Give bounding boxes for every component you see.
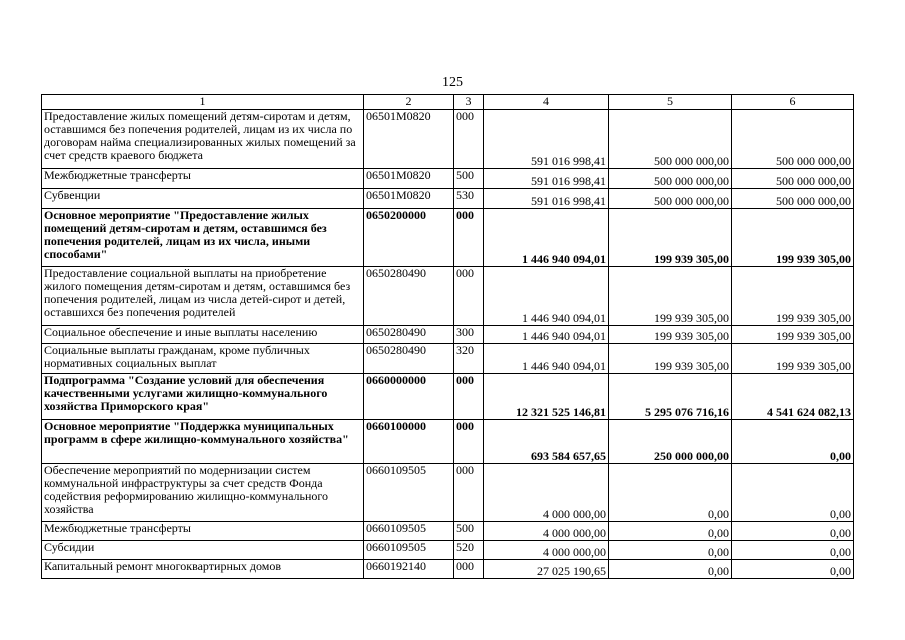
row-value-6: 199 939 305,00 xyxy=(732,209,854,267)
row-value-6: 500 000 000,00 xyxy=(732,169,854,189)
row-type: 000 xyxy=(454,464,484,522)
header-cell-4: 4 xyxy=(484,95,609,110)
table-row xyxy=(42,560,854,579)
row-code: 0660109505 xyxy=(364,464,454,522)
row-name: Основное мероприятие "Поддержка муниципальных программ в сфере жилищно-коммунального хозяйства" xyxy=(42,420,364,464)
row-value-6: 0,00 xyxy=(732,420,854,464)
row-value-6: 500 000 000,00 xyxy=(732,110,854,169)
row-value-5: 250 000 000,00 xyxy=(609,420,732,464)
row-type: 520 xyxy=(454,541,484,560)
row-name: Субсидии xyxy=(42,541,364,560)
row-code: 0660000000 xyxy=(364,374,454,420)
row-code: 0660100000 xyxy=(364,420,454,464)
row-code: 0660109505 xyxy=(364,541,454,560)
header-row xyxy=(42,95,854,110)
row-code: 0650280490 xyxy=(364,344,454,374)
table-row xyxy=(42,344,854,374)
row-value-5: 199 939 305,00 xyxy=(609,267,732,326)
row-value-4: 1 446 940 094,01 xyxy=(484,267,609,326)
table-row xyxy=(42,541,854,560)
row-code: 0650200000 xyxy=(364,209,454,267)
row-value-5: 500 000 000,00 xyxy=(609,189,732,209)
row-type: 000 xyxy=(454,110,484,169)
row-value-6: 500 000 000,00 xyxy=(732,189,854,209)
table-row xyxy=(42,189,854,209)
row-name: Предоставление социальной выплаты на приобретение жилого помещения детям-сиротам и детям, оставшимся без попечения родителей, лицам из числа детей-сирот и детей, оставшихся без попечения родителей xyxy=(42,267,364,326)
row-value-4: 4 000 000,00 xyxy=(484,541,609,560)
row-value-5: 0,00 xyxy=(609,560,732,579)
row-type: 000 xyxy=(454,374,484,420)
header-cell-5: 5 xyxy=(609,95,732,110)
row-type: 000 xyxy=(454,560,484,579)
row-name: Социальное обеспечение и иные выплаты населению xyxy=(42,326,364,344)
header-cell-6: 6 xyxy=(732,95,854,110)
row-value-6: 0,00 xyxy=(732,560,854,579)
row-type: 000 xyxy=(454,267,484,326)
row-name: Капитальный ремонт многоквартирных домов xyxy=(42,560,364,579)
row-name: Межбюджетные трансферты xyxy=(42,522,364,541)
table-row xyxy=(42,110,854,169)
row-value-5: 199 939 305,00 xyxy=(609,209,732,267)
header-cell-2: 2 xyxy=(364,95,454,110)
row-value-5: 0,00 xyxy=(609,541,732,560)
row-name: Обеспечение мероприятий по модернизации систем коммунальной инфраструктуры за счет средств Фонда содействия реформированию жилищно-коммунального хозяйства xyxy=(42,464,364,522)
row-code: 0650280490 xyxy=(364,267,454,326)
page-number: 125 xyxy=(442,75,463,90)
table-row xyxy=(42,169,854,189)
row-value-5: 199 939 305,00 xyxy=(609,326,732,344)
row-value-4: 4 000 000,00 xyxy=(484,464,609,522)
row-value-6: 199 939 305,00 xyxy=(732,326,854,344)
row-type: 500 xyxy=(454,169,484,189)
table-row xyxy=(42,522,854,541)
row-value-6: 0,00 xyxy=(732,522,854,541)
row-value-6: 0,00 xyxy=(732,464,854,522)
row-value-5: 500 000 000,00 xyxy=(609,110,732,169)
row-name: Социальные выплаты гражданам, кроме публичных нормативных социальных выплат xyxy=(42,344,364,374)
row-value-4: 1 446 940 094,01 xyxy=(484,344,609,374)
row-value-4: 591 016 998,41 xyxy=(484,189,609,209)
row-type: 320 xyxy=(454,344,484,374)
row-code: 06501M0820 xyxy=(364,110,454,169)
header-cell-3: 3 xyxy=(454,95,484,110)
row-code: 0650280490 xyxy=(364,326,454,344)
row-value-4: 693 584 657,65 xyxy=(484,420,609,464)
row-type: 000 xyxy=(454,420,484,464)
row-type: 000 xyxy=(454,209,484,267)
row-value-5: 5 295 076 716,16 xyxy=(609,374,732,420)
table-row xyxy=(42,464,854,522)
row-code: 0660192140 xyxy=(364,560,454,579)
row-code: 06501M0820 xyxy=(364,189,454,209)
table-row xyxy=(42,326,854,344)
row-value-6: 0,00 xyxy=(732,541,854,560)
row-value-6: 199 939 305,00 xyxy=(732,267,854,326)
row-name: Подпрограмма "Создание условий для обеспечения качественными услугами жилищно-коммунального хозяйства Приморского края" xyxy=(42,374,364,420)
row-value-4: 591 016 998,41 xyxy=(484,110,609,169)
row-value-5: 0,00 xyxy=(609,464,732,522)
row-name: Межбюджетные трансферты xyxy=(42,169,364,189)
header-cell-1: 1 xyxy=(42,95,364,110)
table-row xyxy=(42,374,854,420)
budget-table xyxy=(41,94,854,579)
row-value-5: 500 000 000,00 xyxy=(609,169,732,189)
row-value-4: 1 446 940 094,01 xyxy=(484,209,609,267)
row-value-6: 4 541 624 082,13 xyxy=(732,374,854,420)
row-code: 0660109505 xyxy=(364,522,454,541)
row-name: Основное мероприятие "Предоставление жилых помещений детям-сиротам и детям, оставшимся без попечения родителей, лицам из их числа, иными способами" xyxy=(42,209,364,267)
table-row xyxy=(42,267,854,326)
row-value-6: 199 939 305,00 xyxy=(732,344,854,374)
row-value-5: 199 939 305,00 xyxy=(609,344,732,374)
row-name: Предоставление жилых помещений детям-сиротам и детям, оставшимся без попечения родителей, лицам из их числа по договорам найма специализированных жилых помещений за счет средств краевого бюджета xyxy=(42,110,364,169)
row-value-4: 1 446 940 094,01 xyxy=(484,326,609,344)
row-value-4: 4 000 000,00 xyxy=(484,522,609,541)
row-name: Субвенции xyxy=(42,189,364,209)
table-row xyxy=(42,209,854,267)
row-value-4: 12 321 525 146,81 xyxy=(484,374,609,420)
row-type: 300 xyxy=(454,326,484,344)
row-type: 500 xyxy=(454,522,484,541)
row-type: 530 xyxy=(454,189,484,209)
table-row xyxy=(42,420,854,464)
row-value-5: 0,00 xyxy=(609,522,732,541)
row-code: 06501M0820 xyxy=(364,169,454,189)
row-value-4: 27 025 190,65 xyxy=(484,560,609,579)
row-value-4: 591 016 998,41 xyxy=(484,169,609,189)
